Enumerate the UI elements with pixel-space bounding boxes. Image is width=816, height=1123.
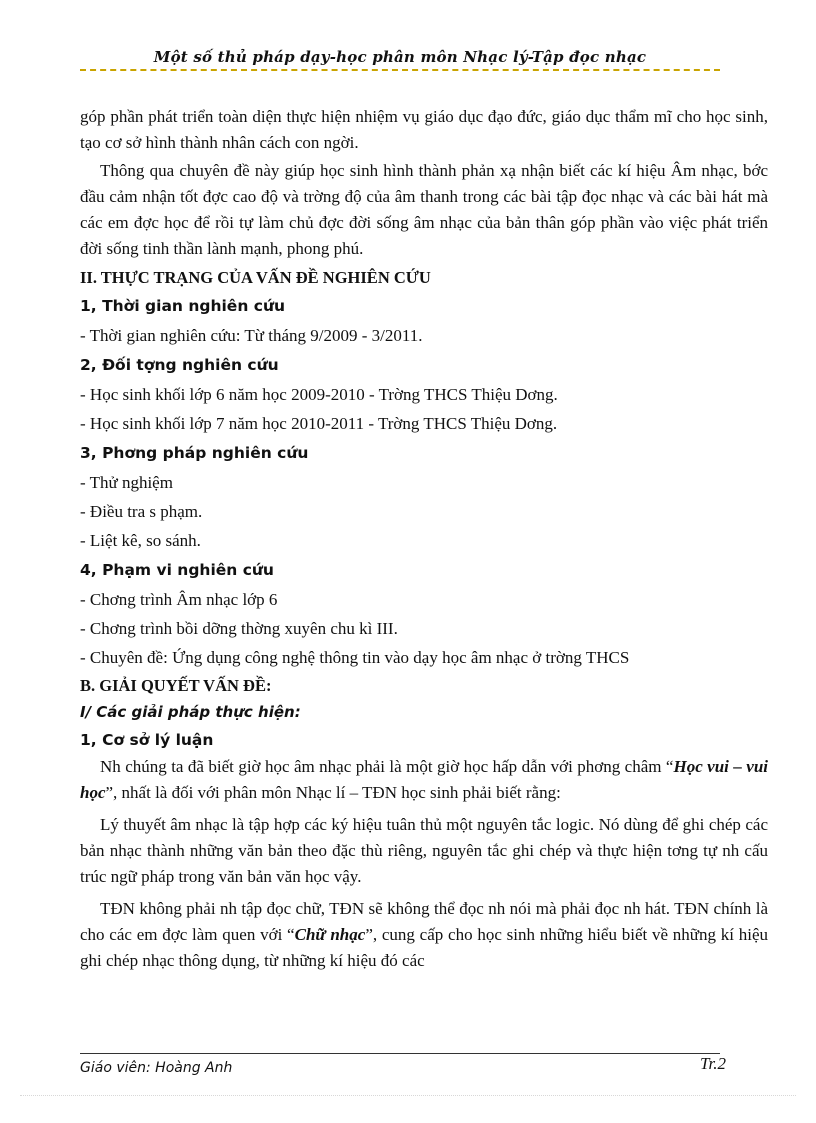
paragraph-3 <box>80 754 768 806</box>
list-item: - Chuyên đề: Ứng dụng công nghệ thông tin vào dạy học âm nhạc ở trờng THCS <box>80 648 630 667</box>
subheading-subject: 2, Đối tợng nghiên cứu <box>80 356 279 374</box>
list-item: - Liệt kê, so sánh. <box>80 531 201 550</box>
subheading-solutions: I/ Các giải pháp thực hiện: <box>80 703 301 721</box>
paragraph-1: góp phần phát triển toàn diện thực hiện nhiệm vụ giáo dục đạo đức, giáo dục thẩm mĩ cho học sinh, tạo cơ sở hình thành nhân cách con ngời. <box>80 107 768 152</box>
section-heading-2: II. THỰC TRẠNG CỦA VẤN ĐỀ NGHIÊN CỨU <box>80 268 431 287</box>
motto-highlight: Học vui – vui học <box>80 757 768 802</box>
list-item: - Điều tra s phạm. <box>80 502 203 521</box>
header-divider <box>80 69 720 71</box>
list-item: - Học sinh khối lớp 7 năm học 2010-2011 - Trờng THCS Thiệu Dơng. <box>80 414 558 433</box>
section-heading-b: B. GIẢI QUYẾT VẤN ĐỀ: <box>80 676 272 695</box>
paragraph-5-text-b: ”, cung cấp cho học sinh những hiểu biết về những kí hiệu ghi chép nhạc thông dụng, từ những kí hiệu đó các <box>80 925 769 970</box>
paragraph-3-text-a: Nh chúng ta đã biết giờ học âm nhạc phải là một giờ học hấp dẫn với phơng châm “ <box>100 757 674 776</box>
paragraph-4: Lý thuyết âm nhạc là tập hợp các ký hiệu tuân thủ một nguyên tắc logic. Nó dùng để ghi chép các bản nhạc thành những văn bản theo đặc thù riêng, nguyên tắc ghi chép và thực hiện tơng tự nh cấu trúc ngữ pháp trong văn bản văn học vậy. <box>80 815 768 886</box>
subheading-time: 1, Thời gian nghiên cứu <box>80 297 286 315</box>
paragraph-3-text-b: ”, nhất là đối với phân môn Nhạc lí – TĐN học sinh phải biết rằng: <box>105 783 561 802</box>
subheading-method: 3, Phơng pháp nghiên cứu <box>80 444 309 462</box>
subheading-scope: 4, Phạm vi nghiên cứu <box>80 561 274 579</box>
list-item: - Chơng trình Âm nhạc lớp 6 <box>80 590 278 609</box>
paragraph-5 <box>80 896 768 974</box>
page-bottom-border <box>20 1095 796 1096</box>
footer-divider <box>80 1053 720 1054</box>
music-letters-highlight: Chữ nhạc <box>294 925 366 944</box>
paragraph-5-text-a: TĐN không phải nh tập đọc chữ, TĐN sẽ không thể đọc nh nói mà phải đọc nh hát. TĐN chính là cho các em đợc làm quen với “ <box>80 899 768 944</box>
subheading-theory: 1, Cơ sở lý luận <box>80 731 214 749</box>
list-item: - Thử nghiệm <box>80 473 173 492</box>
list-item: - Học sinh khối lớp 6 năm học 2009-2010 - Trờng THCS Thiệu Dơng. <box>80 385 558 404</box>
page-header-title: Một số thủ pháp dạy-học phân môn Nhạc lý-Tập đọc nhạc <box>153 48 647 66</box>
list-item: - Thời gian nghiên cứu: Từ tháng 9/2009 - 3/2011. <box>80 326 423 345</box>
paragraph-2: Thông qua chuyên đề này giúp học sinh hình thành phản xạ nhận biết các kí hiệu Âm nhạc, bớc đầu cảm nhận tốt đợc cao độ và trờng độ của âm thanh trong các bài tập đọc nhạc và các bài hát mà các em đợc học để rồi tự làm chủ đợc đời sống âm nhạc của bản thân góp phần vào việc phát triển đời sống tinh thần lành mạnh, phong phú. <box>80 161 768 258</box>
footer-page-number: Tr.2 <box>700 1054 726 1073</box>
list-item: - Chơng trình bồi dỡng thờng xuyên chu kì III. <box>80 619 398 638</box>
document-body <box>80 104 768 974</box>
footer-author: Giáo viên: Hoàng Anh <box>80 1060 233 1076</box>
